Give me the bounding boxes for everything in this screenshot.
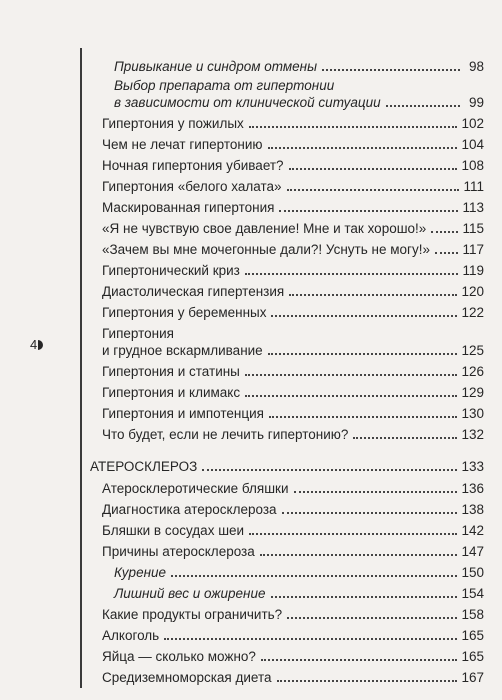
toc-entry-title: Причины атеросклероза — [102, 544, 255, 559]
dot-leader — [245, 395, 457, 397]
toc-entry[interactable] — [102, 220, 484, 237]
dot-leader — [277, 680, 458, 682]
dot-leader — [271, 596, 458, 598]
toc-entry-title: Атеросклеротические бляшки — [102, 481, 289, 496]
toc-entry-page: 102 — [461, 116, 484, 131]
toc-entry-page: 119 — [462, 263, 484, 278]
toc-entry[interactable] — [102, 157, 484, 174]
toc-entry-title: Гипертония «белого халата» — [102, 179, 282, 194]
toc-entry[interactable] — [102, 283, 484, 300]
dot-leader — [386, 105, 460, 107]
toc-entry-title-line1: Гипертония — [102, 326, 174, 341]
toc-entry-title: Чем не лечат гипертонию — [102, 137, 263, 152]
toc-entry-page: 165 — [461, 649, 484, 664]
page-number — [30, 337, 43, 353]
toc-entry-page: 154 — [461, 586, 484, 601]
toc-entry-title: «Я не чувствую свое давление! Мне и так хорошо!» — [102, 221, 427, 236]
toc-entry[interactable] — [102, 606, 484, 623]
toc-entry-page: 113 — [462, 200, 484, 215]
toc-entry-page: 122 — [461, 305, 484, 320]
toc-entry-title: Яйца — сколько можно? — [102, 649, 256, 664]
toc-entry-title: Гипертония и импотенция — [102, 406, 264, 421]
dot-leader — [245, 374, 458, 376]
toc-entry-page: 138 — [461, 502, 484, 517]
toc-entry-title: Гипертония у беременных — [102, 305, 267, 320]
dot-leader — [249, 533, 457, 535]
toc-entry[interactable] — [102, 648, 484, 665]
toc-entry-page: 147 — [461, 544, 484, 559]
toc-entry[interactable] — [102, 501, 484, 518]
toc-entry[interactable] — [102, 363, 484, 380]
toc-entry[interactable] — [114, 564, 484, 581]
dot-leader — [261, 659, 458, 661]
toc-entry-page: 133 — [461, 459, 484, 474]
toc-entry[interactable] — [102, 669, 484, 686]
dot-leader — [435, 252, 459, 254]
toc-entry-page: 150 — [461, 565, 484, 580]
dot-leader — [268, 353, 458, 355]
toc-entry-page: 125 — [461, 343, 484, 358]
toc-entry[interactable] — [102, 480, 484, 497]
toc-entry-title-line1: Выбор препарата от гипертонии — [114, 78, 335, 93]
toc-entry-title: Какие продукты ограничить? — [102, 607, 283, 622]
dot-leader — [260, 554, 458, 556]
toc-entry-page: 98 — [468, 59, 484, 74]
toc-entry-page: 111 — [463, 179, 484, 194]
dot-leader — [279, 210, 458, 212]
vertical-rule — [80, 48, 82, 688]
toc-entry-title: в зависимости от клинической ситуации — [114, 95, 381, 110]
toc-entry[interactable] — [114, 585, 484, 602]
toc-entry-title: Алкоголь — [102, 628, 160, 643]
toc-entry-page: 104 — [461, 137, 484, 152]
dot-leader — [322, 69, 460, 71]
dot-leader — [287, 617, 457, 619]
toc-entry[interactable] — [102, 543, 484, 560]
toc-entry[interactable] — [102, 199, 484, 216]
dot-leader — [268, 147, 458, 149]
toc-entry-title: «Зачем вы мне мочегонные дали?! Уснуть не могу!» — [102, 242, 430, 257]
toc-entry-page: 130 — [461, 406, 484, 421]
toc-entry-title: Гипертония и климакс — [102, 385, 241, 400]
toc-entry-page: 126 — [461, 364, 484, 379]
dot-leader — [282, 512, 458, 514]
toc-entry-title: Диагностика атеросклероза — [102, 502, 277, 517]
toc-entry[interactable] — [102, 262, 484, 279]
toc-entry[interactable] — [102, 426, 484, 443]
dot-leader — [164, 638, 457, 640]
dot-leader — [249, 126, 458, 128]
toc-entry[interactable] — [102, 115, 484, 132]
toc-entry[interactable] — [102, 304, 484, 321]
dot-leader — [287, 189, 460, 191]
dot-leader — [294, 491, 458, 493]
toc-entry[interactable] — [114, 77, 484, 111]
toc-entry-page: 136 — [461, 481, 484, 496]
toc-entry-page: 167 — [461, 670, 484, 685]
toc-entry-page: 142 — [461, 523, 484, 538]
toc-entry[interactable] — [102, 405, 484, 422]
toc-entry[interactable] — [114, 58, 484, 75]
dot-leader — [245, 273, 459, 275]
toc-entry[interactable] — [102, 627, 484, 644]
toc-entry-title: Диастолическая гипертензия — [102, 284, 285, 299]
toc-entry-title: АТЕРОСКЛЕРОЗ — [90, 459, 198, 474]
dot-leader — [202, 469, 457, 471]
toc-entry[interactable] — [102, 178, 484, 195]
dot-leader — [353, 437, 457, 439]
toc-entry-title: Средиземноморская диета — [102, 670, 272, 685]
dot-leader — [289, 294, 457, 296]
toc-entry-title: Гипертония у пожилых — [102, 116, 244, 131]
toc-entry-title: Гипертонический криз — [102, 263, 240, 278]
half-circle-marker-icon — [38, 340, 43, 350]
toc-entry-page: 158 — [461, 607, 484, 622]
toc-entry-page: 108 — [461, 158, 484, 173]
toc-entry-title: Маскированная гипертония — [102, 200, 275, 215]
dot-leader — [171, 575, 457, 577]
toc-entry[interactable] — [102, 384, 484, 401]
toc-entry-page: 129 — [461, 385, 484, 400]
toc-entry-page: 115 — [462, 221, 484, 236]
dot-leader — [431, 231, 458, 233]
toc-section-heading[interactable] — [90, 458, 484, 475]
toc-entry-page: 99 — [468, 95, 484, 110]
page-number-text: 4 — [30, 337, 38, 352]
toc-entry-title: и грудное вскармливание — [102, 343, 263, 358]
toc-entry-title: Курение — [114, 565, 167, 580]
toc-entry[interactable] — [102, 325, 484, 359]
toc-entry-title: Ночная гипертония убивает? — [102, 158, 284, 173]
toc-entry-title: Бляшки в сосудах шеи — [102, 523, 245, 538]
toc-entry[interactable] — [102, 241, 484, 258]
toc-entry-page: 132 — [461, 427, 484, 442]
dot-leader — [271, 315, 457, 317]
toc-entry-page: 117 — [462, 242, 484, 257]
toc-entry-title: Лишний вес и ожирение — [114, 586, 266, 601]
toc-entry[interactable] — [102, 522, 484, 539]
dot-leader — [269, 416, 458, 418]
toc-entry-title: Привыкание и синдром отмены — [114, 59, 318, 74]
toc-entry-page: 165 — [461, 628, 484, 643]
toc-entry-title: Гипертония и статины — [102, 364, 240, 379]
toc-entry-page: 120 — [461, 284, 484, 299]
dot-leader — [289, 168, 458, 170]
toc-entry-title: Что будет, если не лечить гипертонию? — [102, 427, 349, 442]
toc-entry[interactable] — [102, 136, 484, 153]
